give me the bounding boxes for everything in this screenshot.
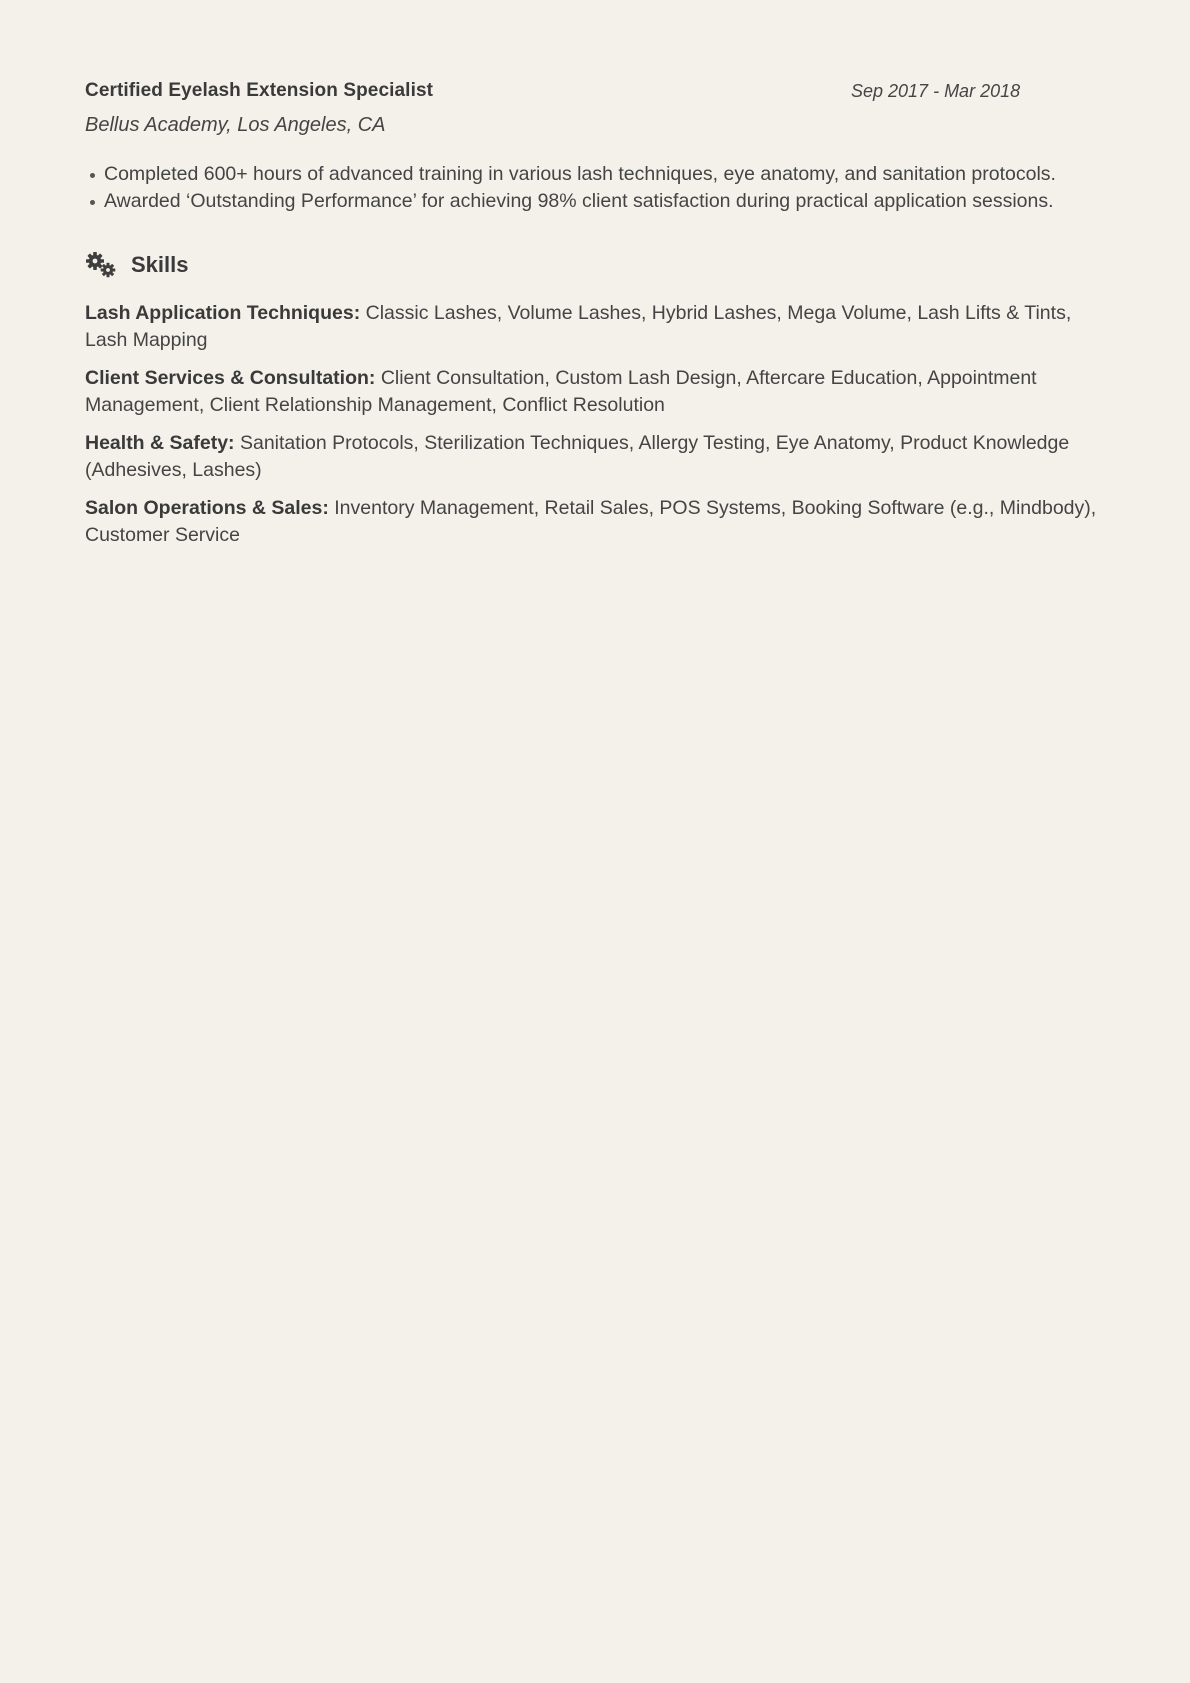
entry-header <box>85 78 1105 108</box>
skill-items: Classic Lashes, Volume Lashes, Hybrid Lashes, Mega Volume, Lash Lifts & Tints, Lash Mapping <box>85 302 1072 351</box>
gears-icon <box>85 251 117 279</box>
skills-list <box>85 300 1110 560</box>
skill-items: Inventory Management, Retail Sales, POS Systems, Booking Software (e.g., Mindbody), Customer Service <box>85 497 1097 546</box>
skill-group <box>85 300 1110 354</box>
bullet-item: Awarded ‘Outstanding Performance’ for achieving 98% client satisfaction during practical application sessions. <box>104 188 1114 215</box>
skill-label: Health & Safety: <box>85 432 235 454</box>
skill-items: Client Consultation, Custom Lash Design, Aftercare Education, Appointment Management, Client Relationship Management, Conflict Resolution <box>85 367 1037 416</box>
bullet-item: Completed 600+ hours of advanced training in various lash techniques, eye anatomy, and sanitation protocols. <box>104 161 1114 188</box>
entry-bullets <box>85 161 1114 215</box>
skill-label: Salon Operations & Sales: <box>85 497 329 519</box>
entry-date: Sep 2017 - Mar 2018 <box>851 81 1021 101</box>
skill-items: Sanitation Protocols, Sterilization Techniques, Allergy Testing, Eye Anatomy, Product Knowledge (Adhesives, Lashes) <box>85 432 1070 481</box>
skills-heading <box>85 250 188 280</box>
education-entry <box>85 78 1105 212</box>
section-title: Skills <box>131 252 189 277</box>
skill-group <box>85 430 1110 484</box>
skill-group <box>85 365 1110 419</box>
skill-group <box>85 495 1110 549</box>
skill-label: Client Services & Consultation: <box>85 367 376 389</box>
entry-title: Certified Eyelash Extension Specialist <box>85 80 434 101</box>
skill-label: Lash Application Techniques: <box>85 302 361 324</box>
entry-institution: Bellus Academy, Los Angeles, CA <box>85 114 386 136</box>
